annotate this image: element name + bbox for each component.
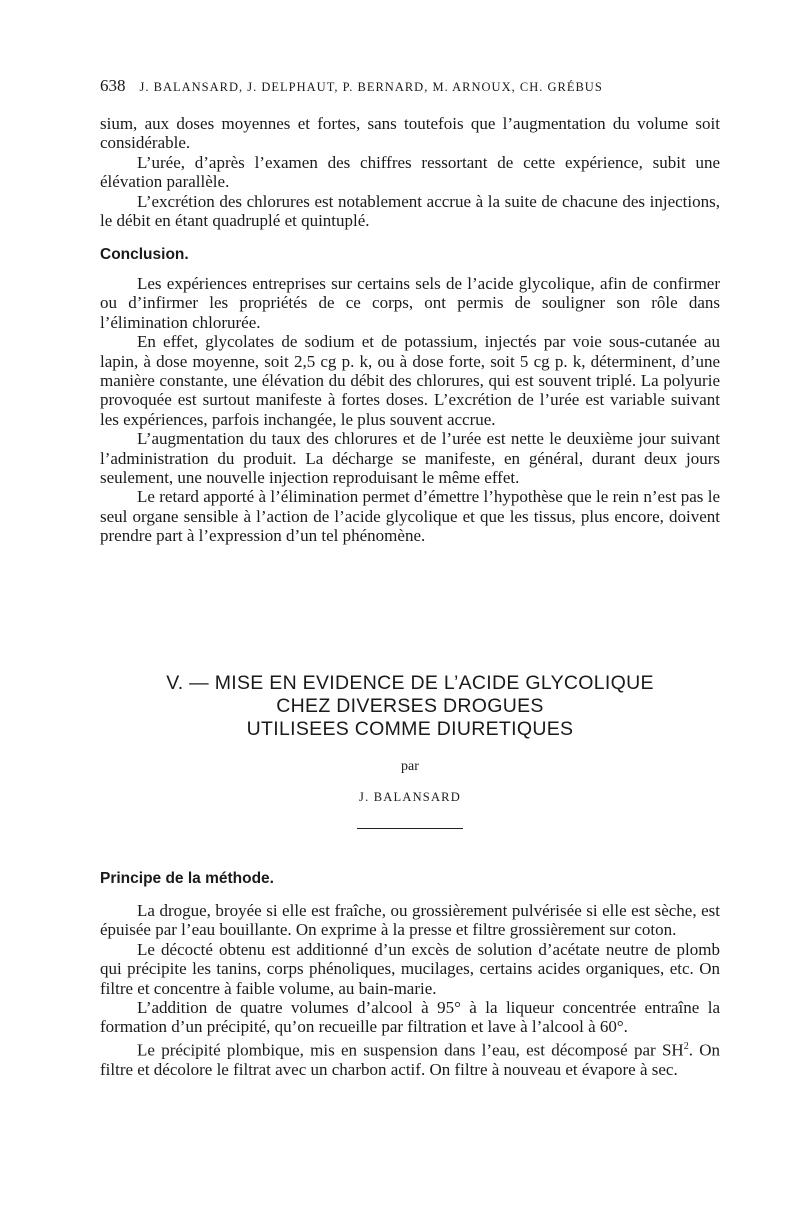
text-run: . On filtre et décolore le filtrat avec un charbon actif. On filtre à nouveau et évapore à sec.	[100, 1040, 720, 1079]
section-title-line: V. — MISE EN EVIDENCE DE L’ACIDE GLYCOLIQUE	[166, 672, 654, 694]
paragraph: sium, aux doses moyennes et fortes, sans toutefois que l’augmentation du volume soit considérable.	[100, 114, 720, 153]
section-author: J. BALANSARD	[359, 790, 461, 804]
header-authors: J. BALANSARD, J. DELPHAUT, P. BERNARD, M. ARNOUX, CH. GRÉBUS	[139, 80, 603, 94]
paragraph: L’urée, d’après l’examen des chiffres ressortant de cette expérience, subit une élévation parallèle.	[100, 152, 720, 192]
section-title-line: CHEZ DIVERSES DROGUES	[276, 695, 544, 717]
principe-heading: Principe de la méthode.	[100, 870, 274, 887]
continuation-text	[100, 114, 720, 230]
paragraph: La drogue, broyée si elle est fraîche, ou grossièrement pulvérisée si elle est sèche, est épuisée par l’eau bouillante. On exprime à la presse et filtre grossièrement sur coton.	[100, 901, 720, 940]
divider-rule	[357, 828, 463, 829]
running-header	[100, 76, 720, 96]
page-number: 638	[100, 76, 126, 95]
paragraph: L’augmentation du taux des chlorures et de l’urée est nette le deuxième jour suivant l’administration du produit. La décharge se manifeste, en général, durant deux jours seulement, une nouvelle injection reproduisant le même effet.	[100, 429, 720, 488]
conclusion-heading: Conclusion.	[100, 246, 189, 263]
section-title-line: UTILISEES COMME DIURETIQUES	[246, 718, 574, 740]
conclusion-text	[100, 274, 720, 546]
paragraph: En effet, glycolates de sodium et de potassium, injectés par voie sous-cutanée au lapin, à dose moyenne, soit 2,5 cg p. k, ou à dose forte, soit 5 cg p. k, déterminent, d’une manière constante, une élévation du débit des chlorures, qui est souvent triplé. La polyurie provoquée est surtout manifeste à fortes doses. L’excrétion de l’urée est variable suivant les expériences, parfois inchangée, le plus souvent accrue.	[100, 332, 720, 429]
paragraph: L’excrétion des chlorures est notablement accrue à la suite de chacune des injections, le débit en étant quadruplé et quintuplé.	[100, 191, 720, 231]
text-run: Le précipité plombique, mis en suspension dans l’eau, est décomposé par SH	[137, 1040, 684, 1060]
principe-text	[100, 901, 720, 1079]
paragraph	[100, 1037, 720, 1079]
paragraph: Les expériences entreprises sur certains sels de l’acide glycolique, afin de confirmer ou d’infirmer les propriétés de ce corps, ont permis de souligner son rôle dans l’élimination chlorurée.	[100, 274, 720, 332]
paragraph: Le retard apporté à l’élimination permet d’émettre l’hypothèse que le rein n’est pas le seul organe sensible à l’action de l’acide glycolique et que les tissus, plus encore, doivent prendre part à l’expression d’un tel phénomène.	[100, 487, 720, 546]
paragraph: Le décocté obtenu est additionné d’un excès de solution d’acétate neutre de plomb qui précipite les tanins, corps phénoliques, mucilages, certains acides organiques, etc. On filtre et concentre à faible volume, au bain-marie.	[100, 939, 720, 998]
superscript: 2	[683, 1040, 689, 1052]
paragraph: L’addition de quatre volumes d’alcool à 95° à la liqueur concentrée entraîne la formation d’un précipité, qu’on recueille par filtration et lave à l’alcool à 60°.	[100, 998, 720, 1037]
section-title	[100, 672, 720, 741]
by-line: par	[401, 759, 419, 774]
